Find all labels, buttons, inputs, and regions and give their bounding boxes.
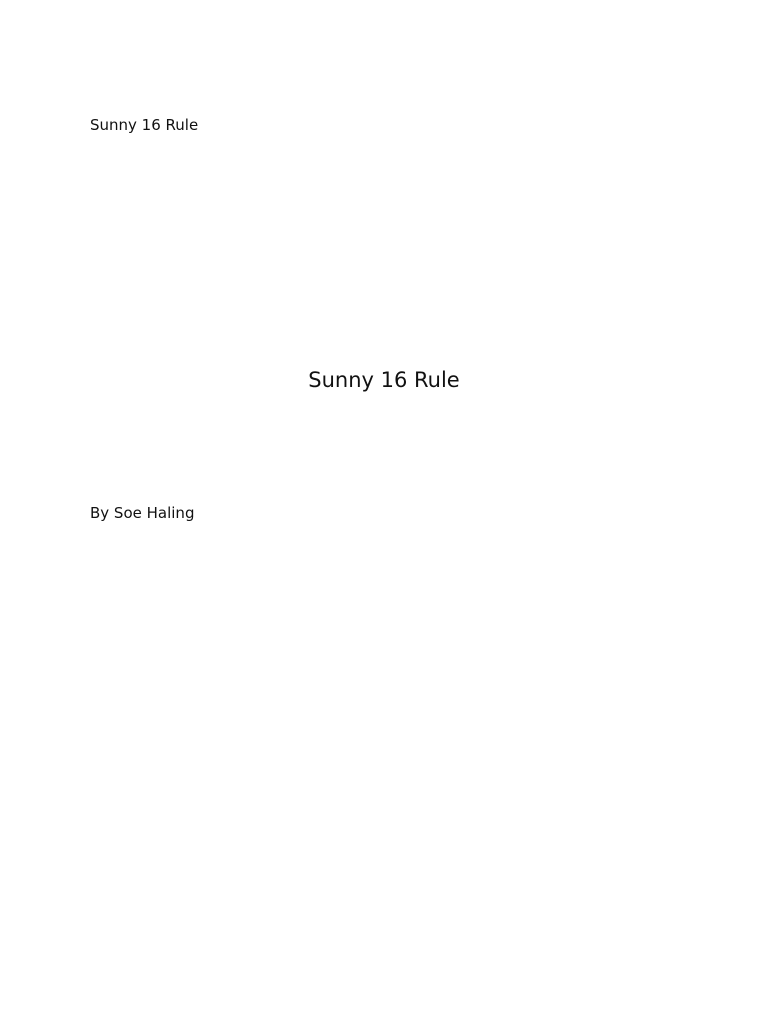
body-line <box>90 810 678 830</box>
body-line <box>90 633 678 653</box>
author-byline: By Soe Haling <box>90 504 195 522</box>
title-line-3: Sunny 16 Rule <box>308 368 460 392</box>
running-header-title: Sunny 16 Rule <box>90 116 199 134</box>
body-line <box>90 750 678 770</box>
body-line <box>90 869 678 889</box>
body-line <box>90 691 678 711</box>
title-line-2 <box>0 304 768 328</box>
title-line-1 <box>0 236 768 260</box>
